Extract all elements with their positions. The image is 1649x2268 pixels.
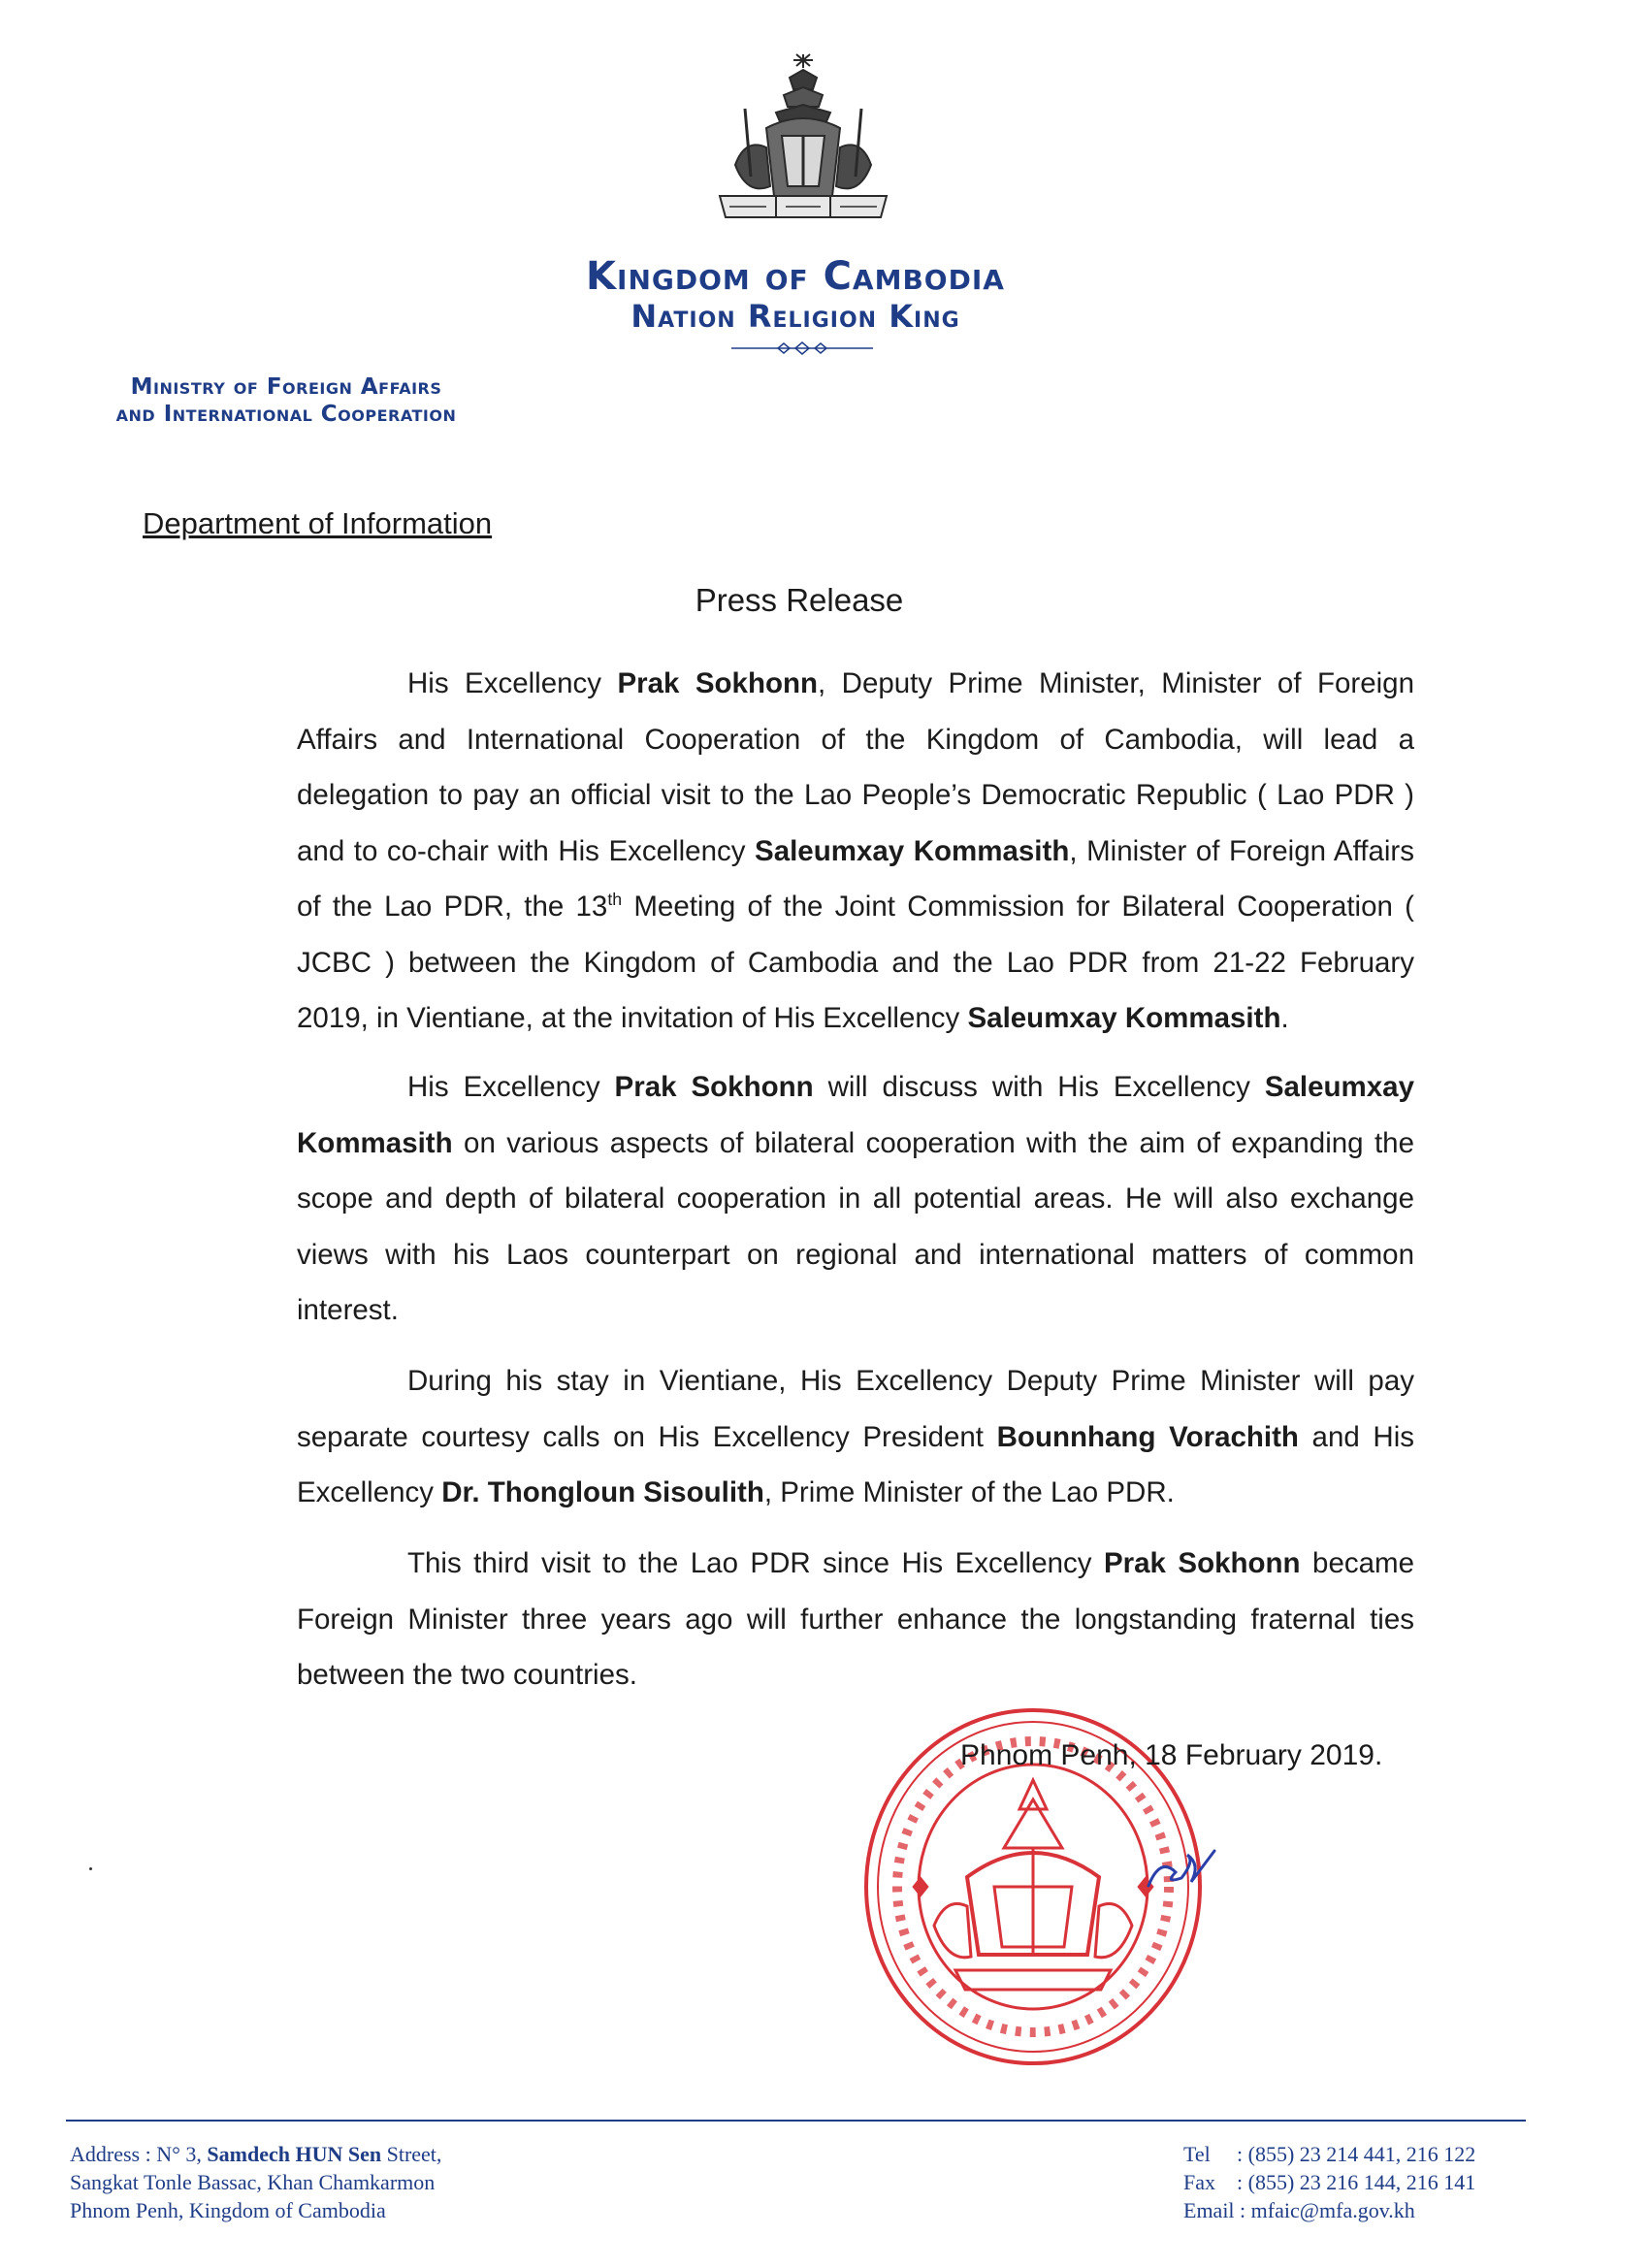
document-title: Press Release: [695, 582, 904, 618]
address-line-1: Address : N° 3, Samdech HUN Sen Street,: [70, 2142, 442, 2166]
body-paragraph: His Excellency Prak Sokhonn will discuss with His Excellency Saleumxay Kommasith on various aspects of bilateral cooperation with the aim of expanding the scope and depth of bilateral cooperation in all potential areas. He will also exchange views with his Laos counterpart on regional and international matters of common interest.: [297, 1071, 1414, 1326]
contact-email[interactable]: Email : mfaic@mfa.gov.kh: [1183, 2198, 1415, 2222]
motto-heading: Nation Religion King: [630, 298, 960, 335]
country-heading: Kingdom of Cambodia: [586, 254, 1005, 299]
footer-address: [70, 2140, 441, 2224]
body-paragraph: During his stay in Vientiane, His Excellency Deputy Prime Minister will pay separate courtesy calls on His Excellency President Bounnhang Vorachith and His Excellency Dr. Thongloun Sisoulith, Prime Minister of the Lao PDR.: [297, 1365, 1414, 1508]
signature-icon: [1143, 1843, 1220, 1901]
scan-speck: [89, 1867, 92, 1870]
footer-rule: [66, 2120, 1526, 2122]
address-line-2: Sangkat Tonle Bassac, Khan Chamkarmon: [70, 2170, 436, 2194]
contact-fax: Fax : (855) 23 216 144, 216 141: [1183, 2170, 1476, 2194]
royal-coat-of-arms-icon: [706, 50, 900, 235]
department-heading: Department of Information: [143, 506, 493, 540]
ministry-name-line2: and International Cooperation: [115, 402, 457, 427]
place-and-date: Phnom Penh, 18 February 2019.: [960, 1739, 1383, 1771]
body-paragraph: This third visit to the Lao PDR since His Excellency Prak Sokhonn became Foreign Minister three years ago will further enhance the longstanding fraternal ties between the two countries.: [297, 1547, 1414, 1691]
contact-tel: Tel : (855) 23 214 441, 216 122: [1183, 2142, 1476, 2166]
footer-contact: [1183, 2140, 1475, 2224]
body-paragraph: His Excellency Prak Sokhonn, Deputy Prime Minister, Minister of Foreign Affairs and International Cooperation of the Kingdom of Cambodia, will lead a delegation to pay an official visit to the Lao People’s Democratic Republic ( Lao PDR ) and to co-chair with His Excellency Saleumxay Kommasith, Minister of Foreign Affairs of the Lao PDR, the 13th Meeting of the Joint Commission for Bilateral Cooperation ( JCBC ) between the Kingdom of Cambodia and the Lao PDR from 21-22 February 2019, in Vientiane, at the invitation of His Excellency Saleumxay Kommasith.: [297, 667, 1414, 1034]
address-line-3: Phnom Penh, Kingdom of Cambodia: [70, 2198, 386, 2222]
ministry-name-line1: Ministry of Foreign Affairs: [130, 374, 442, 400]
ornament-divider: [729, 341, 875, 355]
